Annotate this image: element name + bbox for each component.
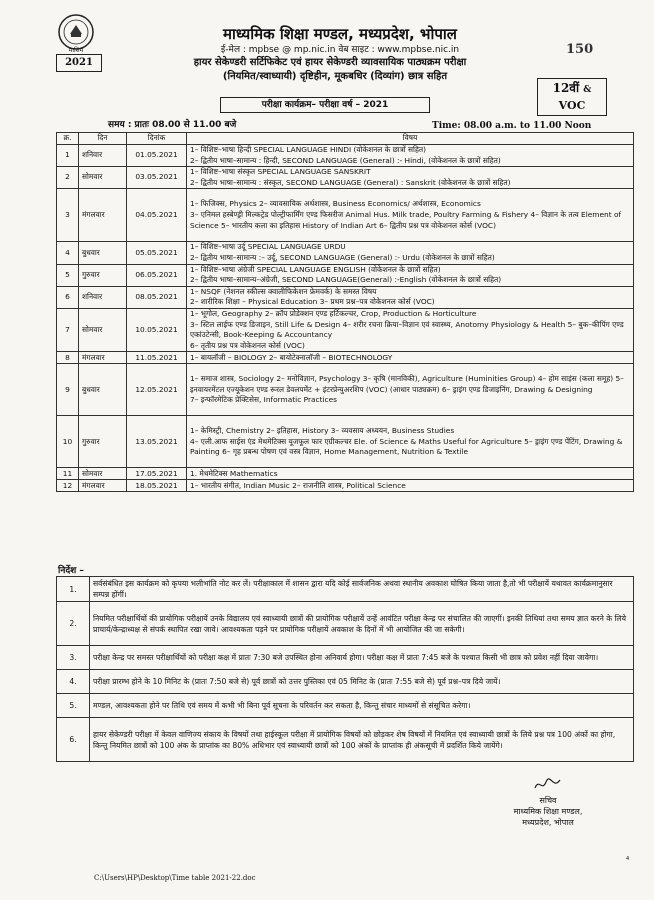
row-subject: 1– विशिष्ट–भाषा अंग्रेजी SPECIAL LANGUAGE ENGLISH (वोकेशनल के छात्रों सहित) 2– द्वितीय भाषा–सामान्य–अंग्रेजी, SECOND LANGUAGE(General) :-English (वोकेशनल के छात्रों सहित) bbox=[187, 264, 634, 286]
row-day: मंगलवार bbox=[79, 480, 127, 492]
row-number: 2 bbox=[57, 167, 79, 189]
row-number: 3 bbox=[57, 189, 79, 242]
instructions-heading: निर्देश – bbox=[58, 566, 84, 576]
jubilee-text: 150 bbox=[566, 42, 594, 57]
row-day: सोमवार bbox=[79, 167, 127, 189]
row-date: 06.05.2021 bbox=[127, 264, 187, 286]
row-date: 17.05.2021 bbox=[127, 468, 187, 480]
board-title: माध्यमिक शिक्षा मण्डल, मध्यप्रदेश, भोपाल bbox=[223, 25, 457, 43]
row-date: 11.05.2021 bbox=[127, 352, 187, 364]
col-header-day: दिन bbox=[79, 133, 127, 145]
class-amp: & bbox=[583, 85, 592, 95]
row-number: 12 bbox=[57, 480, 79, 492]
row-day: सोमवार bbox=[79, 308, 127, 351]
row-number: 9 bbox=[57, 364, 79, 416]
instruction-text: परीक्षा प्रारम्भ होने के 10 मिनिट के (प्रातः 7:50 बजे से) पूर्व छात्रों को उत्तर पुस्तिका एवं 05 मिनिट के (प्रातः 7:55 बजे से) पूर्व प्रश्न–पत्र दिये जायें। bbox=[90, 670, 634, 694]
instruction-number: 2. bbox=[57, 602, 90, 646]
file-path: C:\Users\HP\Desktop\Time table 2021-22.doc bbox=[94, 874, 256, 882]
table-row bbox=[57, 352, 634, 364]
row-number: 5 bbox=[57, 264, 79, 286]
row-subject: 1– NSQF (नेशनल स्कील्स क्वालीफिकेशन फ्रेमवर्क) के समस्त विषय 2– शारीरिक शिक्षा – Physical Education 3– प्रथम प्रश्न–पत्र वोकेशनल कोर्स (VOC) bbox=[187, 286, 634, 308]
table-header-row bbox=[57, 133, 634, 145]
list-item bbox=[57, 718, 634, 762]
jubilee-logo bbox=[566, 38, 606, 57]
table-row bbox=[57, 416, 634, 468]
row-date: 08.05.2021 bbox=[127, 286, 187, 308]
col-header-no: क्र. bbox=[57, 133, 79, 145]
exam-title-line2: (नियमित/स्वाध्यायी) दृष्टिहीन, मूकबधिर (दिव्यांग) छात्र सहित bbox=[222, 71, 448, 82]
table-row bbox=[57, 189, 634, 242]
class-voc: VOC bbox=[558, 99, 586, 112]
row-date: 13.05.2021 bbox=[127, 416, 187, 468]
class-box bbox=[537, 78, 607, 116]
signatory-role: सचिव bbox=[539, 796, 557, 805]
signature-mark bbox=[533, 776, 563, 794]
row-date: 05.05.2021 bbox=[127, 242, 187, 264]
signatory-org: माध्यमिक शिक्षा मण्डल, bbox=[513, 807, 583, 816]
instruction-number: 6. bbox=[57, 718, 90, 762]
row-day: मंगलवार bbox=[79, 189, 127, 242]
program-title: परीक्षा कार्यक्रम– परीक्षा वर्ष – 2021 bbox=[220, 97, 430, 113]
row-subject: 1– विशिष्ट–भाषा उर्दू SPECIAL LANGUAGE URDU 2– द्वितीय भाषा–सामान्य :– उर्दू, SECOND LANGUAGE (General) :- Urdu (वोकेशनल के छात्रों सहित) bbox=[187, 242, 634, 264]
col-header-date: दिनांक bbox=[127, 133, 187, 145]
row-number: 4 bbox=[57, 242, 79, 264]
row-day: बुधवार bbox=[79, 364, 127, 416]
instruction-number: 4. bbox=[57, 670, 90, 694]
row-date: 03.05.2021 bbox=[127, 167, 187, 189]
row-number: 6 bbox=[57, 286, 79, 308]
row-number: 7 bbox=[57, 308, 79, 351]
table-row bbox=[57, 242, 634, 264]
contact-line: ई-मेल : mpbse @ mp.nic.in वेब साइट : www.mpbse.nic.in bbox=[220, 45, 460, 55]
exam-title-line1: हायर सेकेण्डरी सर्टिफिकेट एवं हायर सेकेण्डरी व्यावसायिक पाठ्यक्रम परीक्षा bbox=[193, 57, 467, 68]
row-subject: 1– भारतीय संगीत, Indian Music 2– राजनीति शास्त्र, Political Science bbox=[187, 480, 634, 492]
row-subject: 1– विशिष्ट–भाषा हिन्दी SPECIAL LANGUAGE HINDI (वोकेशनल के छात्रों सहित) 2– द्वितीय भाषा–सामान्य : हिन्दी, SECOND LANGUAGE (General) :- Hindi, (वोकेशनल के छात्रों सहित) bbox=[187, 145, 634, 167]
table-row bbox=[57, 145, 634, 167]
logo-caption: माशिमं bbox=[68, 47, 84, 54]
table-row bbox=[57, 167, 634, 189]
exam-schedule-table bbox=[56, 132, 634, 492]
row-number: 8 bbox=[57, 352, 79, 364]
signature-block bbox=[478, 795, 618, 828]
time-hindi: समय : प्रातः 08.00 से 11.00 बजे bbox=[108, 120, 237, 130]
instruction-text: सर्वसंबंधित इस कार्यक्रम को कृपया भलीभांति नोट कर लें। परीक्षाकाल में शासन द्वारा यदि कोई सार्वजनिक अथवा स्थानीय अवकाश घोषित किया जाता है,तो भी परीक्षायें यथावत कार्यक्रमानुसार सम्पन्न होंगीं। bbox=[90, 577, 634, 602]
row-subject: 1– भूगोल, Geography 2– क्रॉप प्रोडेक्शन एण्ड हर्टिकल्चर, Crop, Production & Horticulture 3– स्टिल लाईफ एण्ड डिजाइन, Still Life & Design 4– शरीर रचना क्रिया–विज्ञान एवं स्वास्थ्य, Anotomy Physiology & Health 5– बुक–कीपिंग एण्ड एकांउटेन्सी, Book-Keeping & Accountancy 6– तृतीय प्रश्न पत्र वोकेशनल कोर्स (VOC) bbox=[187, 308, 634, 351]
row-number: 10 bbox=[57, 416, 79, 468]
row-day: सोमवार bbox=[79, 468, 127, 480]
row-subject: 1. मेथमेटिक्स Mathematics bbox=[187, 468, 634, 480]
row-day: गुरुवार bbox=[79, 264, 127, 286]
row-subject: 1– समाज शास्त्र, Sociology 2– मनोविज्ञान, Psychology 3– कृषि (मानविकी), Agriculture (Huminities Group) 4– होम साइंस (कला समूह) 5– इनवायरमेंटल एज्यूकेशन एण्ड रूरल डेवलपमेंट + इंटरप्रेन्युअरशिप (VOC) (आधार पाठ्यक्रम) 6– ड्राइंग एण्ड डिजाइनिंग, Drawing & Designing 7– इन्फॉरमेटिक प्रेक्टिसेस, Informatic Practices bbox=[187, 364, 634, 416]
row-date: 01.05.2021 bbox=[127, 145, 187, 167]
row-date: 04.05.2021 bbox=[127, 189, 187, 242]
row-day: मंगलवार bbox=[79, 352, 127, 364]
row-subject: 1– केमिस्ट्री, Chemistry 2– इतिहास, History 3– व्यवसाय अध्ययन, Business Studies 4– एली.आफ साईस एंड मेथमेटिक्स यूजफूल फार एग्रीकल्चर Ele. of Science & Maths Useful for Agriculture 5– ड्राइंग एण्ड पेंटिंग, Drawing & Painting 6– गृह प्रबन्ध पोषण एवं वस्त्र विज्ञान, Home Management, Nutrition & Textile bbox=[187, 416, 634, 468]
table-row bbox=[57, 364, 634, 416]
instruction-number: 3. bbox=[57, 646, 90, 670]
list-item bbox=[57, 602, 634, 646]
row-subject: 1– विशिष्ट–भाषा संस्कृत SPECIAL LANGUAGE SANSKRIT 2– द्वितीय भाषा–सामान्य : संस्कृत, SECOND LANGUAGE (General) : Sanskrit (वोकेशनल के छात्रों सहित) bbox=[187, 167, 634, 189]
list-item bbox=[57, 646, 634, 670]
row-day: शनिवार bbox=[79, 286, 127, 308]
row-date: 18.05.2021 bbox=[127, 480, 187, 492]
instruction-number: 1. bbox=[57, 577, 90, 602]
row-subject: 1– फिजिक्स, Physics 2– व्यावसायिक अर्थशास्त्र, Business Economics/ अर्थशास्त्र, Economics 3– एनिमल हस्बेण्ड्री मिल्कट्रेड पोल्ट्रीफार्मिंग एण्ड फिसरीज Animal Hus. Milk trade, Poultry Farming & Fishery 4– विज्ञान के तत्व Element of Science 5– भारतीय कला का इतिहास History of Indian Art 6– द्वितीय प्रश्न पत्र वोकेशनल कोर्स (VOC) bbox=[187, 189, 634, 242]
instructions-table bbox=[56, 576, 634, 762]
row-day: गुरुवार bbox=[79, 416, 127, 468]
year-box: 2021 bbox=[56, 54, 102, 72]
list-item bbox=[57, 694, 634, 718]
row-day: बुधवार bbox=[79, 242, 127, 264]
time-english: Time: 08.00 a.m. to 11.00 Noon bbox=[432, 121, 592, 131]
col-header-subject: विषय bbox=[187, 133, 634, 145]
table-row bbox=[57, 468, 634, 480]
instruction-text: परीक्षा केन्द्र पर समस्त परीक्षार्थियों को परीक्षा कक्ष में प्रातः 7:30 बजे उपस्थित होना अनिवार्य होगा। परीक्षा कक्ष में प्रातः 7:45 बजे के पश्चात किसी भी छात्र को प्रवेश नहीं दिया जावेगा। bbox=[90, 646, 634, 670]
row-date: 12.05.2021 bbox=[127, 364, 187, 416]
row-subject: 1– बायलॉजी – BIOLOGY 2– बायोटेक्नालॉजी – BIOTECHNOLOGY bbox=[187, 352, 634, 364]
row-number: 11 bbox=[57, 468, 79, 480]
instruction-text: मण्डल, आवश्यकता होने पर तिथि एवं समय में कभी भी बिना पूर्व सूचना के परिवर्तन कर सकता है, किन्तु संचार माध्यमों से संसूचित करेगा। bbox=[90, 694, 634, 718]
instruction-text: हायर सेकेण्डरी परीक्षा में केवल वाणिज्य संकाय के विषयों तथा हाईस्कूल परीक्षा में प्रायोगिक विषयों को छोड़कर शेष विषयों में नियमित एवं स्वाध्यायी छात्रों के लिये प्रश्न पत्र 100 अंकों का होगा, किन्तु नियमित छात्रों को 100 अंक के प्राप्तांक का 80% अधिभार एवं स्वाध्यायी छात्रों को 100 अंकों के प्राप्तांक ही अंकसूची में प्रदर्शित किये जायेंगे। bbox=[90, 718, 634, 762]
table-row bbox=[57, 480, 634, 492]
instruction-text: नियमित परीक्षार्थियों की प्रायोगिक परीक्षायें उनके विद्यालय एवं स्वाध्यायी छात्रों की प्रायोगिक परीक्षायें उन्हें आवंटित परीक्षा केन्द्र पर संचालित की जाएगीं। इनकी तिथियां तथा समय ज्ञात करने के लिये प्राचार्य/केन्द्राध्यक्ष से संपर्क स्थापित रखा जावे। आवश्यकता पड़ने पर प्रायोगिक परीक्षायें अवकाश के दिनों में भी आयोजित की जा सकेगी। bbox=[90, 602, 634, 646]
signatory-place: मध्यप्रदेश, भोपाल bbox=[522, 818, 574, 827]
instructions-body bbox=[57, 577, 634, 762]
class-label: 12वीं bbox=[552, 81, 580, 95]
page-mark: 4 bbox=[626, 856, 630, 862]
table-row bbox=[57, 264, 634, 286]
table-row bbox=[57, 286, 634, 308]
row-date: 10.05.2021 bbox=[127, 308, 187, 351]
list-item bbox=[57, 670, 634, 694]
schedule-body bbox=[57, 145, 634, 492]
row-day: शनिवार bbox=[79, 145, 127, 167]
board-logo bbox=[58, 14, 94, 50]
instruction-number: 5. bbox=[57, 694, 90, 718]
row-number: 1 bbox=[57, 145, 79, 167]
list-item bbox=[57, 577, 634, 602]
table-row bbox=[57, 308, 634, 351]
